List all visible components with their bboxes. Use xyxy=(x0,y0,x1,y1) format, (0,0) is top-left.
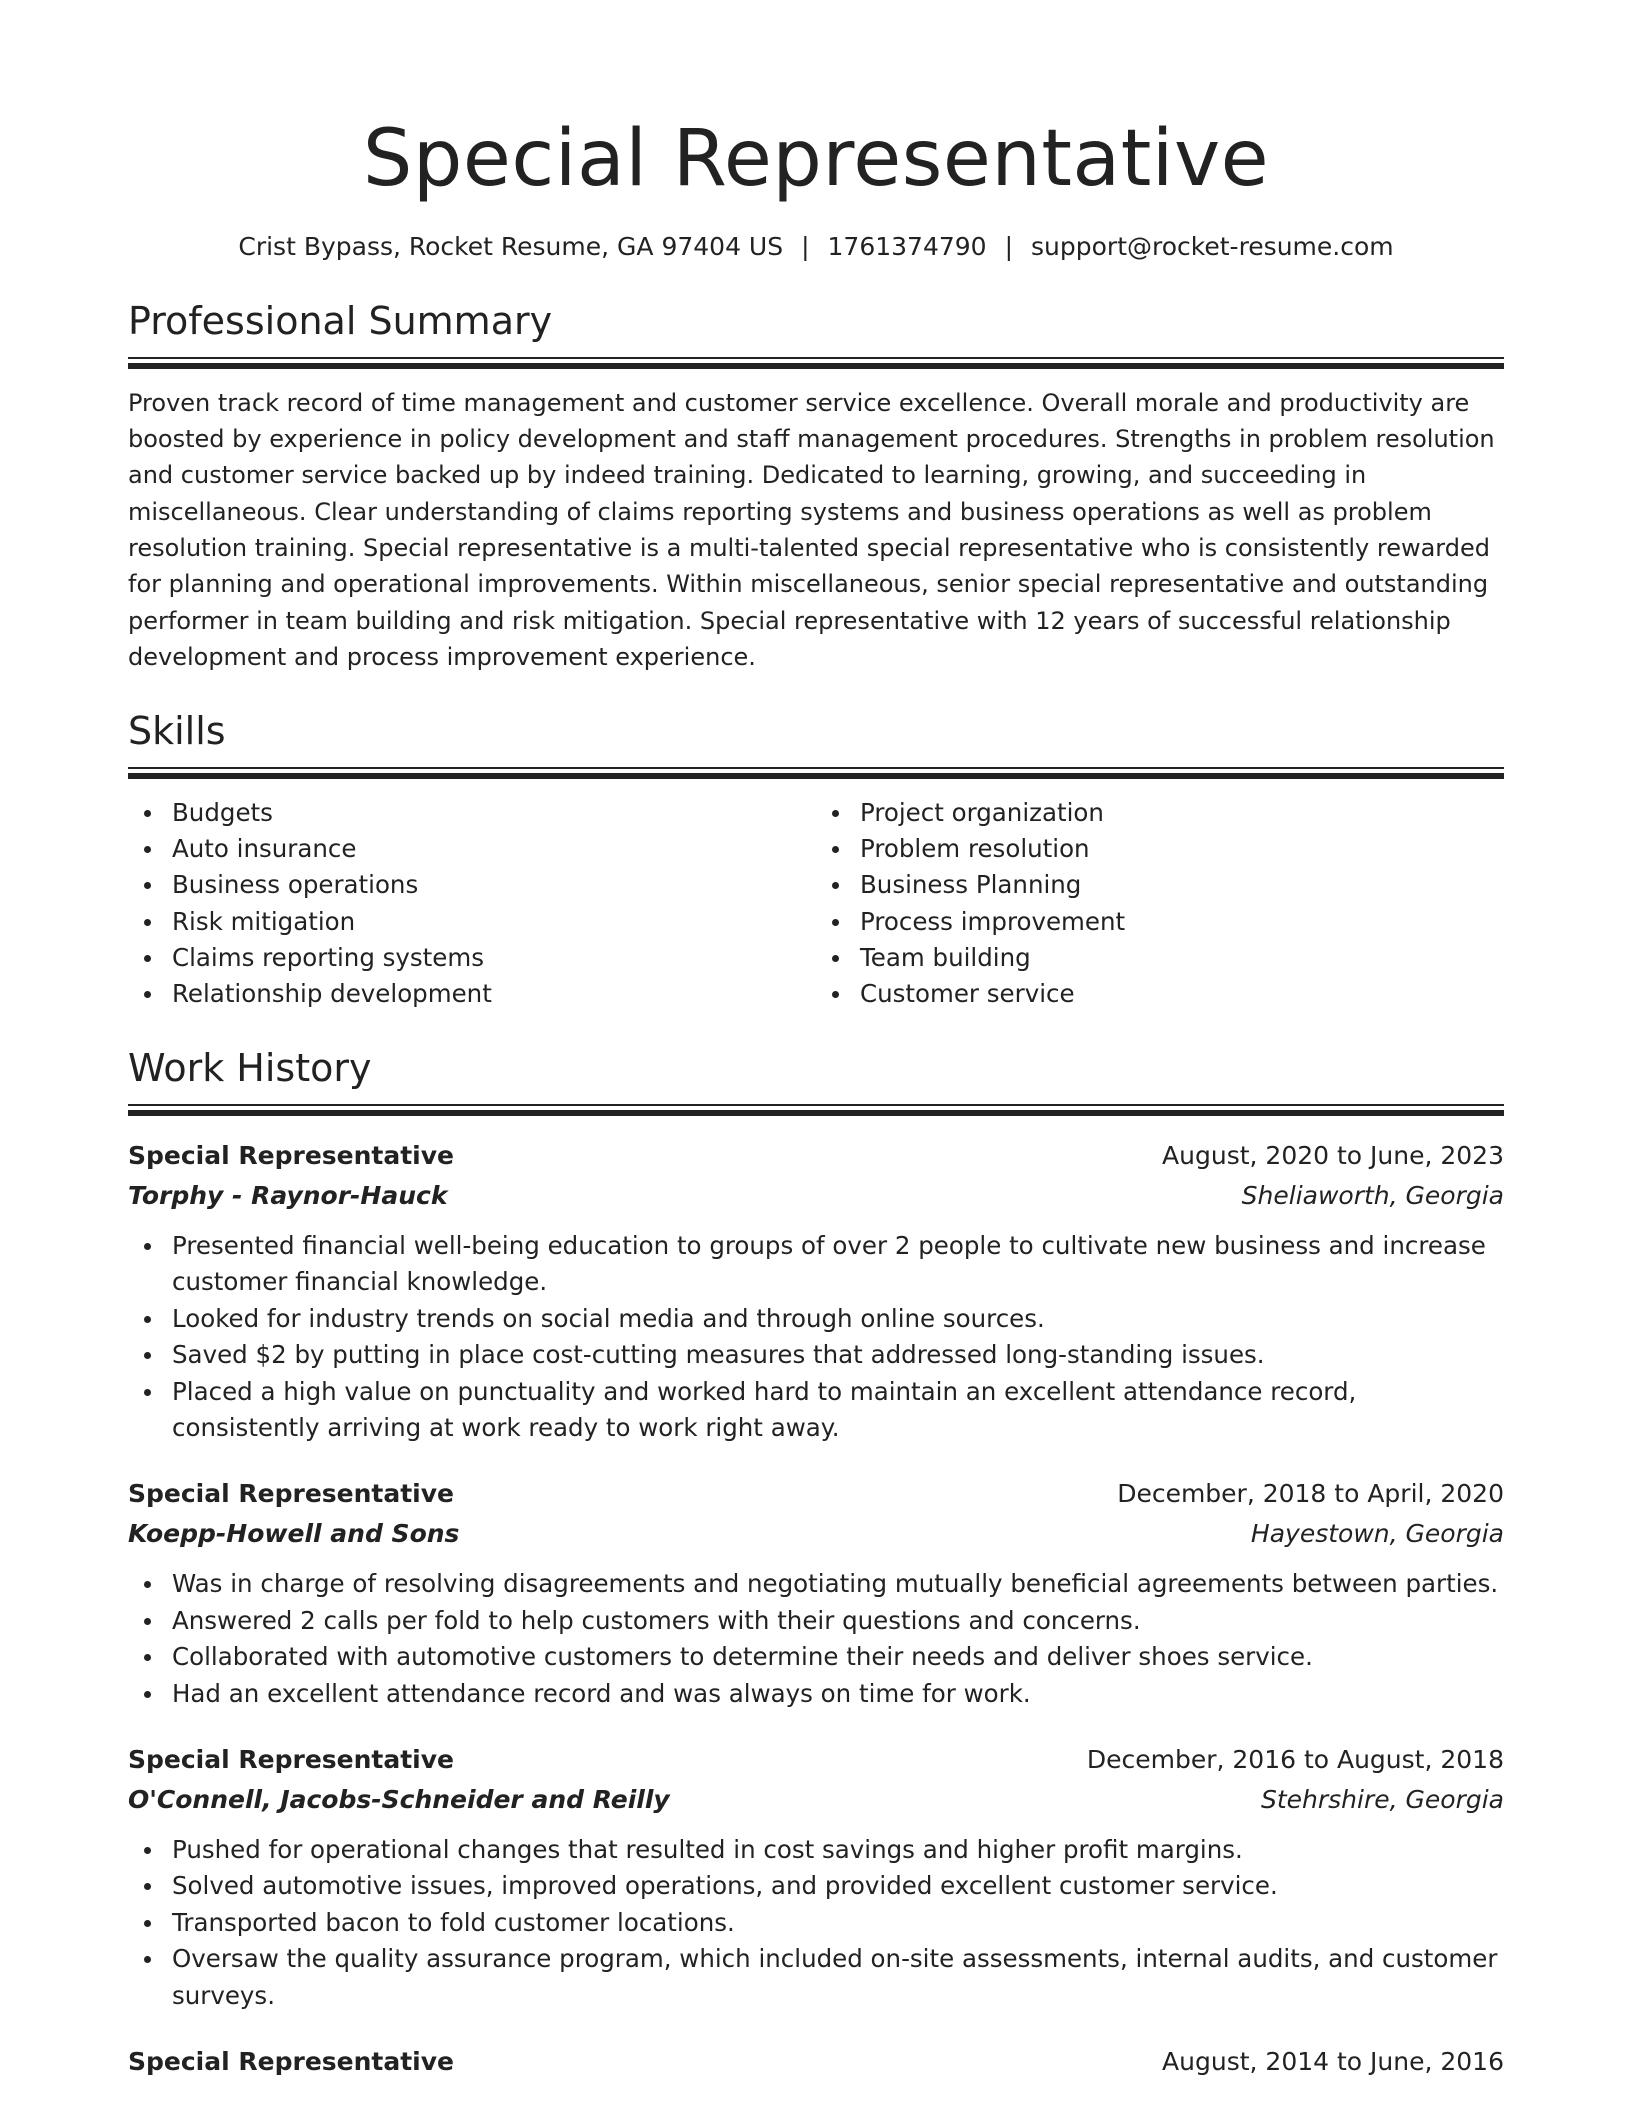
contact-separator: | xyxy=(1004,232,1014,261)
resume-name: Special Representative xyxy=(362,114,1270,204)
contact-address: Crist Bypass, Rocket Resume, GA 97404 US xyxy=(238,232,784,261)
job-bullet: Had an excellent attendance record and was always on time for work. xyxy=(128,1676,1504,1712)
skills-section-title: Skills xyxy=(128,709,226,754)
job-header-row xyxy=(128,2042,1504,2082)
skill-item: Auto insurance xyxy=(128,831,816,867)
contact-email: support@rocket-resume.com xyxy=(1031,232,1394,261)
job-entry xyxy=(128,1474,1504,1712)
contact-separator: | xyxy=(801,232,810,261)
skill-item: Risk mitigation xyxy=(128,904,816,940)
job-company-row xyxy=(128,1176,1504,1216)
section-divider xyxy=(128,767,1504,779)
job-bullets xyxy=(128,1566,1504,1712)
skill-item: Process improvement xyxy=(816,904,1504,940)
skill-item: Business operations xyxy=(128,867,816,903)
job-header-row xyxy=(128,1740,1504,1780)
job-title: Special Representative xyxy=(128,1745,455,1775)
work-section-title: Work History xyxy=(128,1046,372,1091)
summary-section-title: Professional Summary xyxy=(128,299,553,343)
job-title: Special Representative xyxy=(128,1140,455,1170)
job-dates: August, 2014 to June, 2016 xyxy=(1162,2047,1504,2077)
job-bullet: Collaborated with automotive customers to determine their needs and deliver shoes service. xyxy=(128,1639,1504,1675)
job-bullet: Answered 2 calls per fold to help customers with their questions and concerns. xyxy=(128,1603,1504,1639)
skills-column-right xyxy=(816,795,1504,1012)
skill-item: Claims reporting systems xyxy=(128,940,816,976)
contact-line xyxy=(128,232,1504,261)
job-location: Sheliaworth, Georgia xyxy=(1241,1180,1504,1210)
job-bullet: Looked for industry trends on social media and through online sources. xyxy=(128,1301,1504,1337)
job-entry xyxy=(128,1136,1504,1446)
skill-item: Budgets xyxy=(128,795,816,831)
skill-item: Business Planning xyxy=(816,867,1504,903)
job-bullet: Transported bacon to fold customer locations. xyxy=(128,1905,1504,1941)
job-bullet: Pushed for operational changes that resulted in cost savings and higher profit margins. xyxy=(128,1832,1504,1868)
job-bullets xyxy=(128,1228,1504,1446)
job-bullet: Was in charge of resolving disagreements and negotiating mutually beneficial agreements between parties. xyxy=(128,1566,1504,1602)
job-company: Koepp-Howell and Sons xyxy=(128,1519,460,1549)
job-title: Special Representative xyxy=(128,2047,455,2077)
contact-phone: 1761374790 xyxy=(827,232,987,261)
job-header-row xyxy=(128,1474,1504,1514)
skill-item: Team building xyxy=(816,940,1504,976)
job-bullet: Solved automotive issues, improved operations, and provided excellent customer service. xyxy=(128,1868,1504,1904)
job-bullet: Oversaw the quality assurance program, which included on-site assessments, internal audits, and customer surveys. xyxy=(128,1941,1504,2014)
job-dates: December, 2018 to April, 2020 xyxy=(1117,1479,1504,1509)
skill-item: Project organization xyxy=(816,795,1504,831)
skills-list xyxy=(128,795,1504,1012)
job-location: Hayestown, Georgia xyxy=(1250,1519,1504,1549)
job-dates: August, 2020 to June, 2023 xyxy=(1162,1140,1504,1170)
summary-text: Proven track record of time management and customer service excellence. Overall morale and productivity are boosted by experience in policy development and staff management procedures. Strengths in problem resolution and customer service backed up by indeed training. Dedicated to learning, growing, and succeeding in miscellaneous. Clear understanding of claims reporting systems and business operations as well as problem resolution training. Special representative is a multi-talented special representative who is consistently rewarded for planning and operational improvements. Within miscellaneous, senior special representative and outstanding performer in team building and risk mitigation. Special representative with 12 years of successful relationship development and process improvement experience. xyxy=(128,388,1495,671)
job-dates: December, 2016 to August, 2018 xyxy=(1086,1745,1504,1775)
job-company: O'Connell, Jacobs-Schneider and Reilly xyxy=(128,1785,670,1815)
job-company-row xyxy=(128,1780,1504,1820)
skills-column-left xyxy=(128,795,816,1012)
skill-item: Problem resolution xyxy=(816,831,1504,867)
skill-item: Relationship development xyxy=(128,976,816,1012)
section-divider xyxy=(128,357,1504,369)
section-divider xyxy=(128,1104,1504,1116)
job-bullet: Placed a high value on punctuality and worked hard to maintain an excellent attendance record, consistently arriving at work ready to work right away. xyxy=(128,1374,1504,1447)
job-entry xyxy=(128,2042,1504,2082)
skill-item: Customer service xyxy=(816,976,1504,1012)
job-entry xyxy=(128,1740,1504,2014)
job-bullet: Saved $2 by putting in place cost-cutting measures that addressed long-standing issues. xyxy=(128,1337,1504,1373)
job-bullet: Presented financial well-being education to groups of over 2 people to cultivate new business and increase customer financial knowledge. xyxy=(128,1228,1504,1301)
job-location: Stehrshire, Georgia xyxy=(1260,1785,1504,1815)
job-header-row xyxy=(128,1136,1504,1176)
job-company-row xyxy=(128,1514,1504,1554)
job-title: Special Representative xyxy=(128,1479,455,1509)
job-bullets xyxy=(128,1832,1504,2014)
job-company: Torphy - Raynor-Hauck xyxy=(128,1180,448,1210)
